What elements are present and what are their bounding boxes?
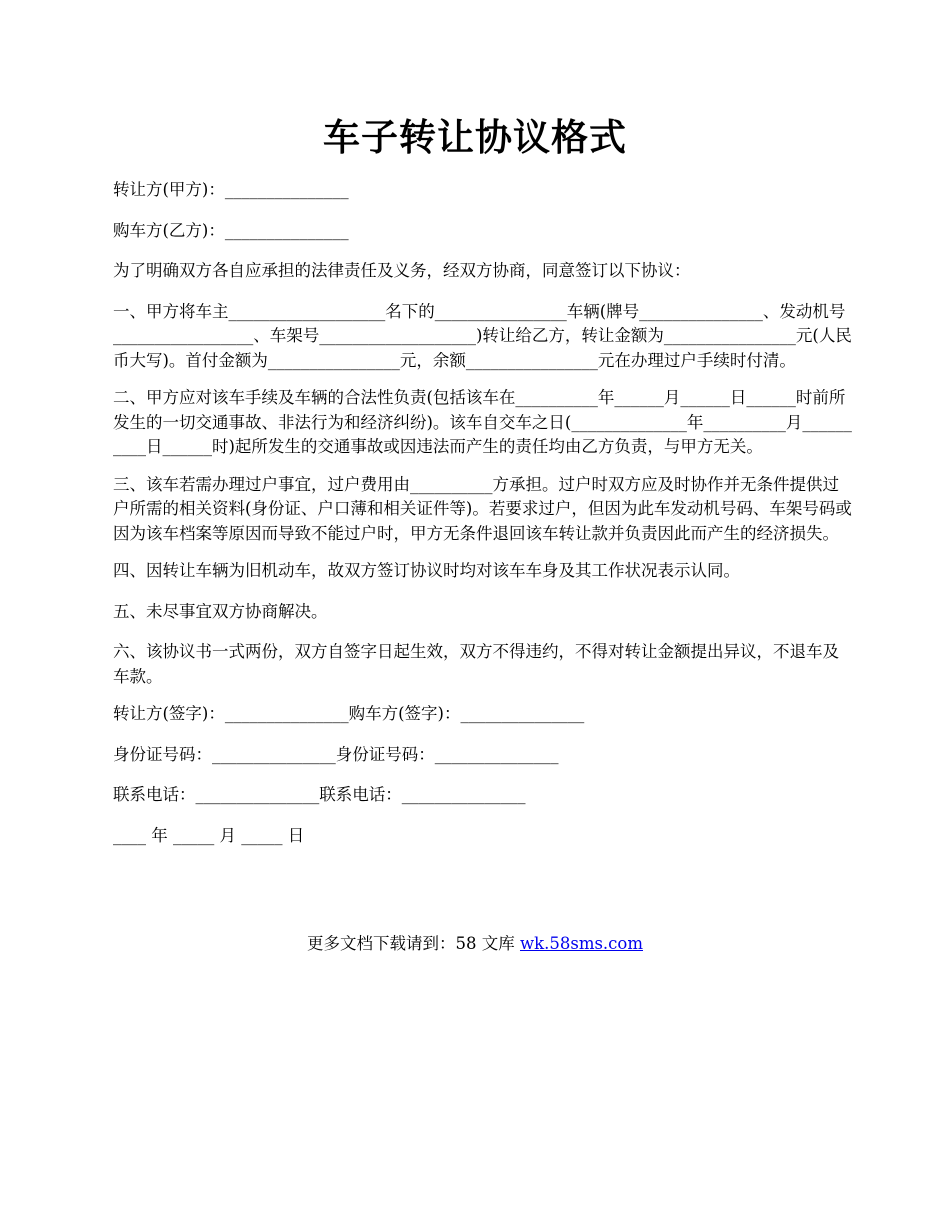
id-number-line: 身份证号码：_______________身份证号码：_______________ [113,744,559,764]
party-b-line: 购车方(乙方)：_______________ [113,220,349,240]
signature-line: 转让方(签字)：_______________购车方(签字)：_______________ [113,704,585,723]
document-title: 车子转让协议格式 [323,115,627,159]
date-line: ____ 年 _____ 月 _____ 日 [113,825,305,845]
footer-link[interactable]: wk.58sms.com [519,934,643,953]
phone-line: 联系电话：_______________联系电话：_______________ [113,785,526,804]
clause-4: 四、因转让车辆为旧机动车，故双方签订协议时均对该车车身及其工作状况表示认同。 [113,561,740,580]
document-body [113,178,853,864]
party-a-line: 转让方(甲方)：_______________ [113,180,349,199]
clause-2: 二、甲方应对该车手续及车辆的合法性负责(包括该车在__________年______月______日______时前所发生的一切交通事故、非法行为和经济纠纷)。该车自交车之日(______________年__________月__________日______时)起所发生的交通事故或因违法而产生的责任均由乙方负责，与甲方无关。 [113,388,852,456]
clause-1: 一、甲方将车主___________________名下的________________车辆(牌号_______________、发动机号_________________、车架号___________________)转让给乙方，转让金额为________________元(人民币大写)。首付金额为________________元，余额________________元在办理过户手续时付清。 [113,301,852,370]
intro-paragraph: 为了明确双方各自应承担的法律责任及义务，经双方协商，同意签订以下协议： [113,261,691,280]
clause-5: 五、未尽事宜双方协商解决。 [113,601,328,621]
clause-6: 六、该协议书一式两份，双方自签字日起生效，双方不得违约，不得对转让金额提出异议，不退车及车款。 [113,642,839,686]
footer-text: 更多文档下载请到：58 文库 [306,934,520,953]
clause-3: 三、该车若需办理过户事宜，过户费用由__________方承担。过户时双方应及时协作并无条件提供过户所需的相关资料(身份证、户口薄和相关证件等)。若要求过户，但因为此车发动机号码、车架号码或因为该车档案等原因而导致不能过户时，甲方无条件退回该车转让款并负责因此而产生的经济损失。 [113,474,852,543]
footer [0,932,950,956]
